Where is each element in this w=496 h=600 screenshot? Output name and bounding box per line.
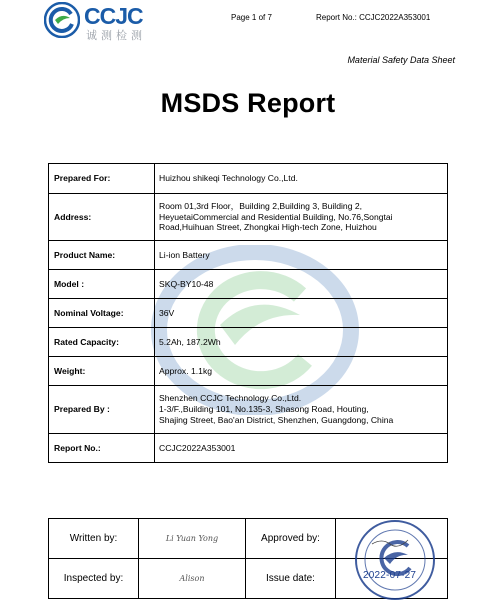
table-row [49,299,448,328]
prepared-by-line: 1-3/F.,Building 101, No.135-3, Shasong Road, Houting, [159,404,369,415]
page-indicator: Page 1 of 7 [231,13,272,22]
inspected-by-label: Inspected by: [49,559,139,599]
row-label: Report No.: [49,434,155,463]
written-by-label: Written by: [49,519,139,559]
product-info-table [48,163,448,463]
row-label: Prepared For: [49,164,155,194]
address-line: Road,Huihuan Street, Zhongkai High-tech Zone, Huizhou [159,222,377,233]
row-label: Product Name: [49,241,155,270]
address-line: HeyuetaiCommercial and Residential Building, No.76,Songtai [159,211,393,222]
row-value: 36V [155,299,448,328]
prepared-by-line: Shajing Street, Bao'an District, Shenzhen, Guangdong, China [159,414,394,425]
prepared-by-value [155,386,448,434]
issue-date-value: 2022-07-27 [363,570,417,581]
table-row [49,434,448,463]
table-row [49,164,448,194]
row-label: Address: [49,194,155,241]
page-title: MSDS Report [160,88,336,118]
row-label: Model : [49,270,155,299]
table-row [49,328,448,357]
row-value: SKQ-BY10-48 [155,270,448,299]
row-value: Li-ion Battery [155,241,448,270]
inspected-by-signature: Alison [139,559,246,599]
row-value: Approx. 1.1kg [155,357,448,386]
logo-brand-text: CCJC [84,3,143,29]
logo-subtext: 诚测检测 [86,29,146,42]
row-label: Rated Capacity: [49,328,155,357]
table-row [49,194,448,241]
table-row [49,270,448,299]
row-value: 5.2Ah, 187.2Wh [155,328,448,357]
issue-date-label: Issue date: [246,559,336,599]
table-row [49,241,448,270]
row-label: Prepared By : [49,386,155,434]
address-line: Room 01,3rd Floor，Building 2,Building 3, Building 2, [159,200,363,211]
row-label: Nominal Voltage: [49,299,155,328]
company-logo [44,2,174,42]
approved-by-label: Approved by: [246,519,336,559]
document-type-label: Material Safety Data Sheet [347,55,455,65]
row-value: CCJC2022A353001 [155,434,448,463]
row-label: Weight: [49,357,155,386]
table-row [49,386,448,434]
prepared-by-line: Shenzhen CCJC Technology Co.,Ltd. [159,393,302,404]
header-report-number: Report No.: CCJC2022A353001 [316,13,431,22]
ccjc-logo-icon [44,2,80,38]
company-stamp-icon [350,518,440,600]
written-by-signature: Li Yuan Yong [139,519,246,559]
address-value [155,194,448,241]
table-row [49,357,448,386]
row-value: Huizhou shikeqi Technology Co.,Ltd. [155,164,448,194]
